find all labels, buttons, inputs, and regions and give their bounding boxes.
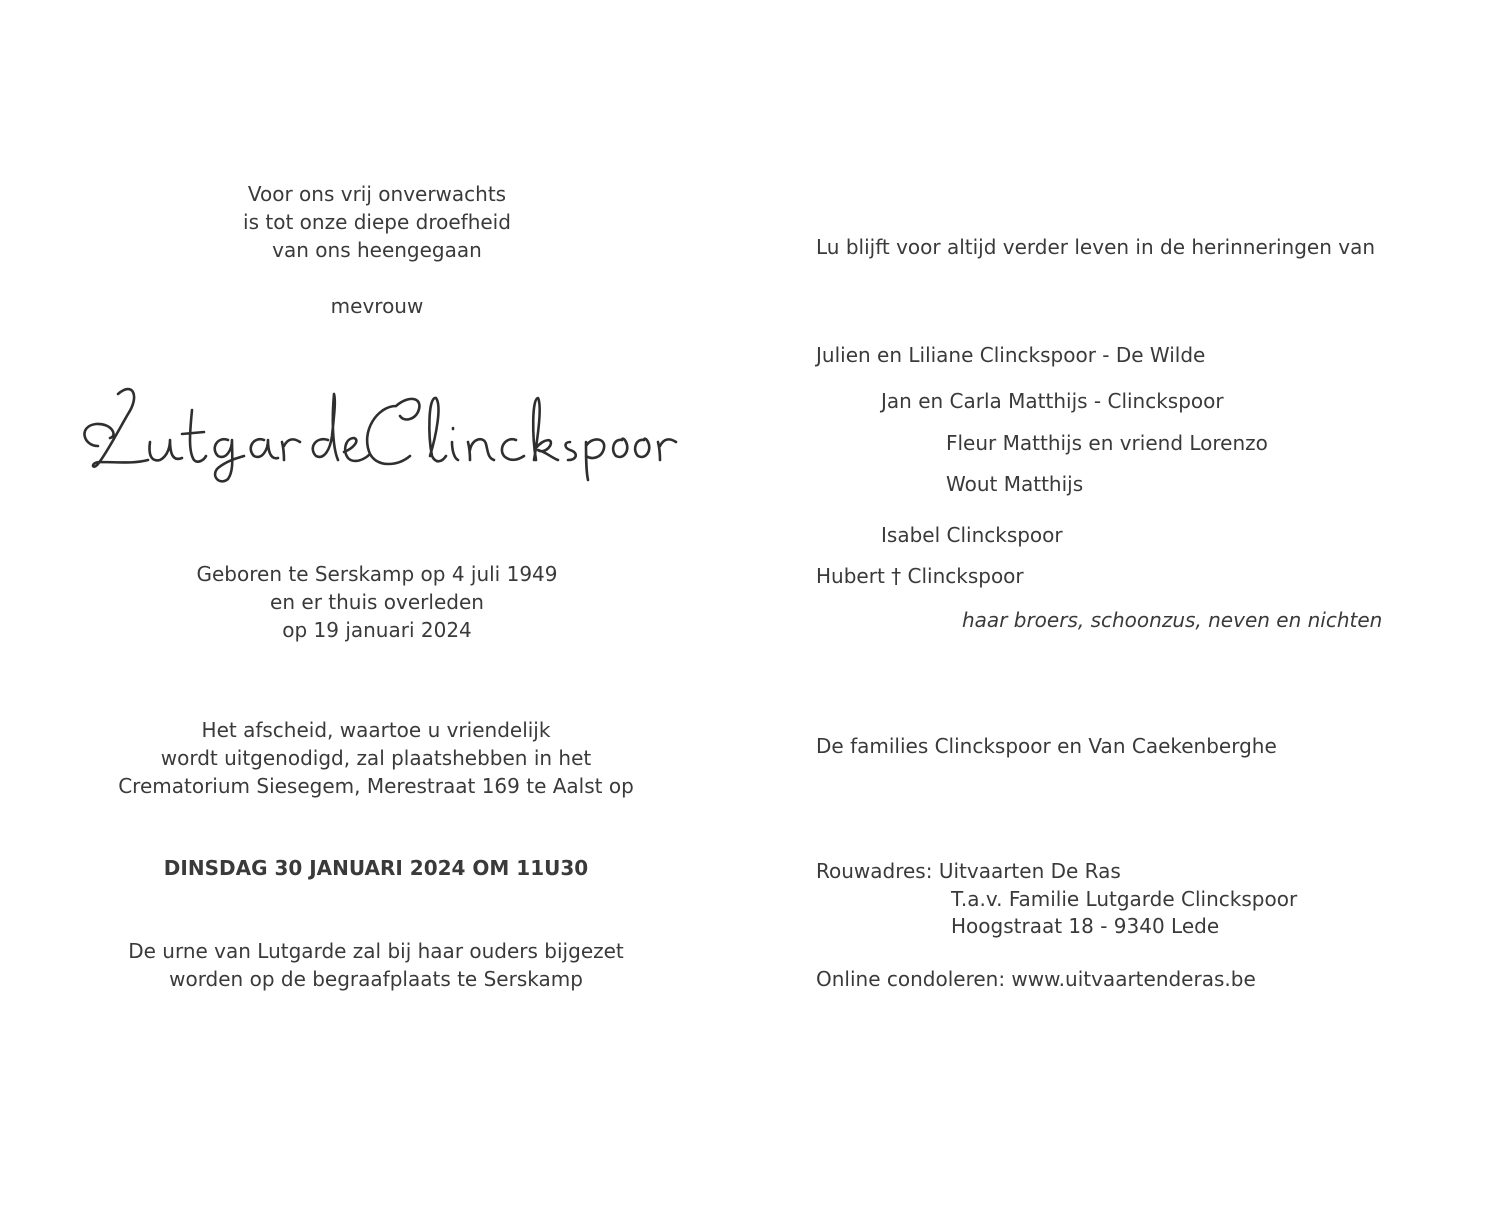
birth-death-text	[97, 560, 657, 644]
urn-line: De urne van Lutgarde zal bij haar ouders bijgezet	[128, 939, 624, 963]
farewell-text	[96, 716, 656, 800]
ceremony-date: DINSDAG 30 JANUARI 2024 OM 11U30	[163, 856, 589, 880]
farewell-line: Crematorium Siesegem, Merestraat 169 te Aalst op	[118, 774, 634, 798]
family-member: Hubert † Clinckspoor	[816, 564, 1024, 588]
family-member: Fleur Matthijs en vriend Lorenzo	[946, 431, 1268, 455]
intro-text	[97, 180, 657, 264]
family-member: Julien en Liliane Clinckspoor - De Wilde	[816, 343, 1206, 367]
family-member: Jan en Carla Matthijs - Clinckspoor	[881, 389, 1224, 413]
salutation: mevrouw	[330, 294, 424, 318]
address-line: Hoogstraat 18 - 9340 Lede	[951, 914, 1220, 938]
intro-line: Voor ons vrij onverwachts	[247, 182, 507, 206]
birth-line: Geboren te Serskamp op 4 juli 1949	[196, 562, 558, 586]
address-line: T.a.v. Familie Lutgarde Clinckspoor	[951, 887, 1298, 911]
address-label: Rouwadres: Uitvaarten De Ras	[816, 859, 1121, 883]
birth-line: op 19 januari 2024	[282, 618, 472, 642]
deceased-name-script	[78, 376, 678, 486]
family-member: Wout Matthijs	[946, 472, 1084, 496]
intro-line: van ons heengegaan	[272, 238, 482, 262]
family-member: Isabel Clinckspoor	[881, 523, 1063, 547]
intro-line: is tot onze diepe droefheid	[243, 210, 511, 234]
relatives-note: haar broers, schoonzus, neven en nichten	[962, 608, 1383, 632]
families-line: De families Clinckspoor en Van Caekenberghe	[816, 734, 1277, 758]
urn-line: worden op de begraafplaats te Serskamp	[169, 967, 583, 991]
birth-line: en er thuis overleden	[270, 590, 484, 614]
farewell-line: Het afscheid, waartoe u vriendelijk	[201, 718, 551, 742]
urn-text	[96, 937, 656, 993]
memory-intro: Lu blijft voor altijd verder leven in de herinneringen van	[816, 235, 1376, 259]
right-panel	[816, 0, 1496, 1214]
farewell-line: wordt uitgenodigd, zal plaatshebben in het	[160, 746, 592, 770]
online-condolence: Online condoleren: www.uitvaartenderas.be	[816, 967, 1256, 991]
